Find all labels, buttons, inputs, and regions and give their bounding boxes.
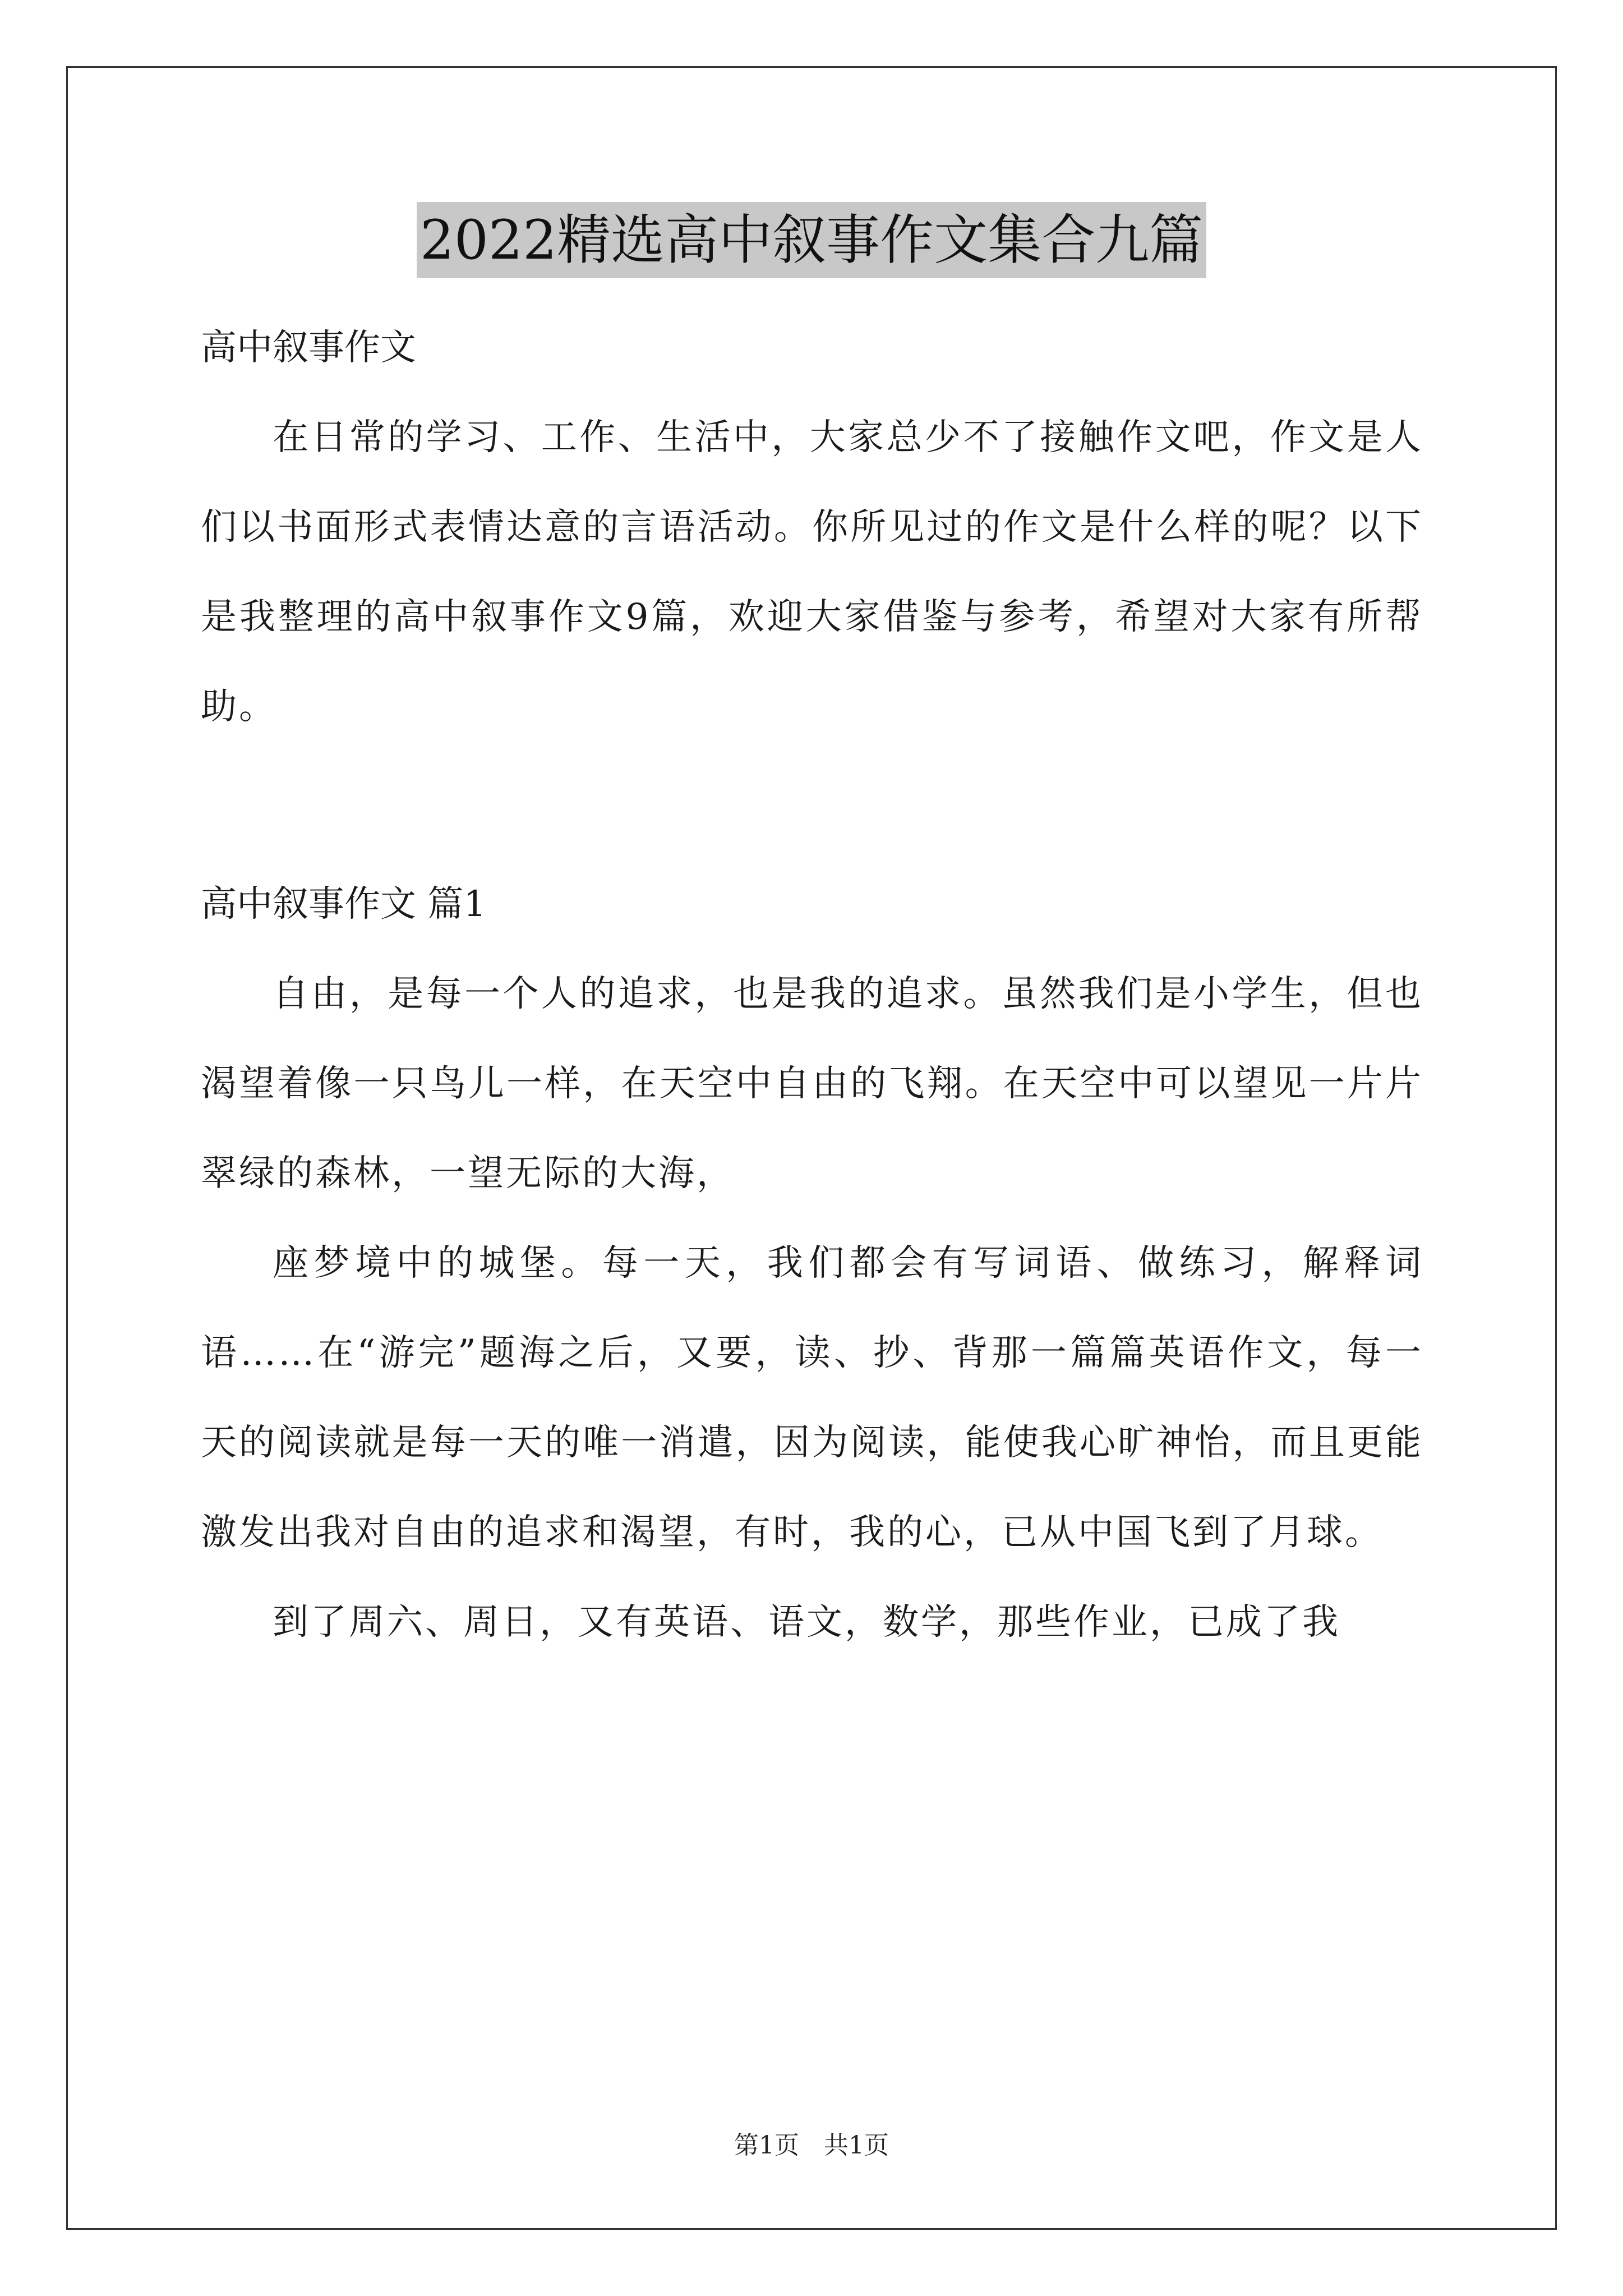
intro-heading: 高中叙事作文	[201, 327, 416, 369]
body-paragraph: 座梦境中的城堡。每一天，我们都会有写词语、做练习，解释词语……在“游完”题海之后，又要，读、抄、背那一篇篇英语作文，每一天的阅读就是每一天的唯一消遣，因为阅读，能使我心旷神怡，而且更能激发出我对自由的追求和渴望，有时，我的心，已从中国飞到了月球。	[201, 1243, 1423, 1553]
document-body	[201, 303, 1423, 1667]
document-title: 2022精选高中叙事作文集合九篇	[417, 202, 1206, 278]
title-container	[0, 202, 1623, 278]
body-paragraph: 自由，是每一个人的追求，也是我的追求。虽然我们是小学生，但也渴望着像一只鸟儿一样，在天空中自由的飞翔。在天空中可以望见一片片翠绿的森林，一望无际的大海，	[201, 973, 1423, 1194]
page-footer: 第1页 共1页	[734, 2131, 889, 2160]
body-paragraph: 到了周六、周日，又有英语、语文，数学，那些作业，已成了我	[273, 1602, 1340, 1643]
section-spacer	[201, 752, 1423, 859]
intro-paragraph: 在日常的学习、工作、生活中，大家总少不了接触作文吧，作文是人们以书面形式表情达意的言语活动。你所见过的作文是什么样的呢？以下是我整理的高中叙事作文9篇，欢迎大家借鉴与参考，希望对大家有所帮助。	[201, 417, 1423, 728]
section-heading: 高中叙事作文 篇1	[201, 884, 487, 925]
